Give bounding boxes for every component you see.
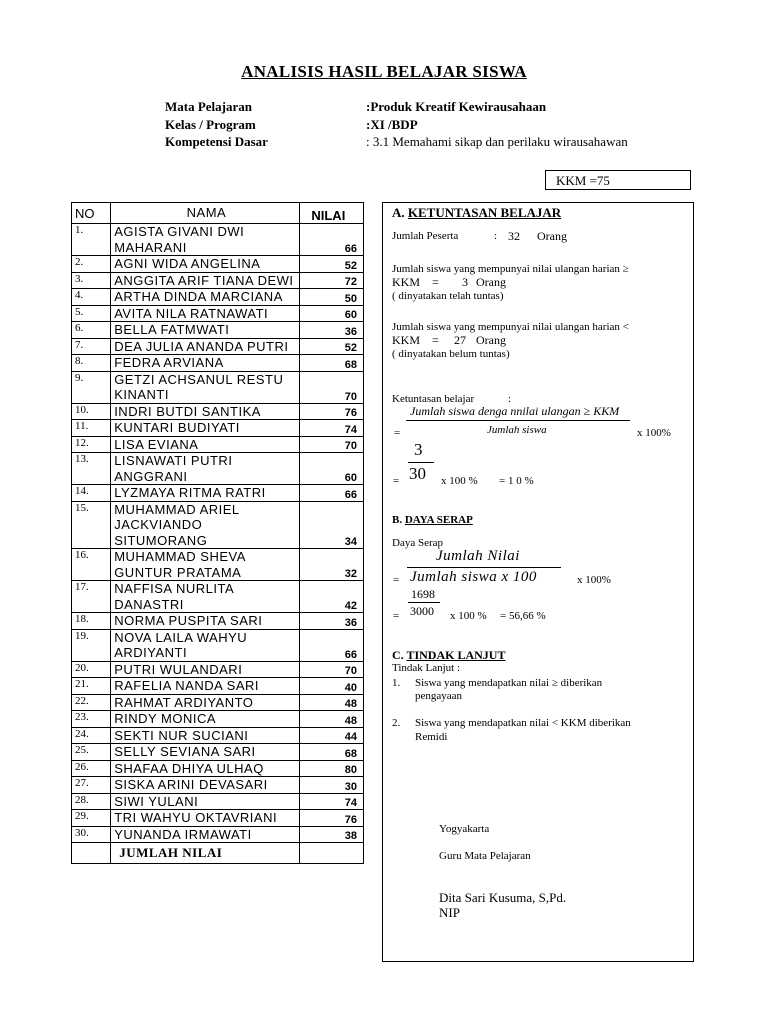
ketuntasan-calc-result: = 1 0 % — [499, 475, 534, 487]
row-no: 25. — [72, 744, 111, 761]
table-row — [72, 256, 364, 273]
section-a-heading — [392, 205, 561, 221]
row-score: 50 — [299, 289, 363, 306]
row-no: 9. — [72, 371, 111, 403]
row-name: AGNI WIDA ANGELINA — [111, 256, 299, 273]
row-no: 7. — [72, 338, 111, 355]
row-no: 18. — [72, 613, 111, 630]
score-table — [71, 202, 364, 864]
row-name: SELLY SEVIANA SARI — [111, 744, 299, 761]
meta-value-subject: :Produk Kreatif Kewirausahaan — [366, 99, 547, 114]
peserta-value: 32 — [508, 229, 520, 243]
ketuntasan-formula-times: x 100% — [637, 427, 671, 439]
belum-count: 27 — [454, 333, 466, 347]
row-score: 32 — [299, 549, 363, 581]
table-row — [72, 485, 364, 502]
ketuntasan-calc-eq: = — [393, 475, 400, 487]
row-name: AVITA NILA RATNAWATI — [111, 305, 299, 322]
row-score: 30 — [299, 777, 363, 794]
row-name: PUTRI WULANDARI — [111, 661, 299, 678]
table-row — [72, 322, 364, 339]
section-c-title: TINDAK LANJUT — [406, 648, 506, 662]
tuntas-note: ( dinyatakan telah tuntas) — [392, 290, 504, 302]
row-name: NOVA LAILA WAHYU ARDIYANTI — [111, 629, 299, 661]
row-no: 13. — [72, 453, 111, 485]
row-score: 36 — [299, 613, 363, 630]
row-name: INDRI BUTDI SANTIKA — [111, 403, 299, 420]
tindak-item-2-line1: Siswa yang mendapatkan nilai < KKM diberikan — [415, 717, 631, 729]
row-name: TRI WAHYU OKTAVRIANI — [111, 810, 299, 827]
row-score: 68 — [299, 744, 363, 761]
meta-label-class: Kelas / Program — [165, 117, 256, 132]
row-no: 22. — [72, 694, 111, 711]
table-row — [72, 661, 364, 678]
daya-calc-bar — [408, 602, 440, 603]
ketuntasan-formula-bar — [406, 420, 630, 421]
signature-role: Guru Mata Pelajaran — [439, 850, 531, 862]
row-name: MUHAMMAD SHEVA GUNTUR PRATAMA — [111, 549, 299, 581]
row-score: 60 — [299, 453, 363, 485]
row-score: 42 — [299, 581, 363, 613]
ketuntasan-label: Ketuntasan belajar — [392, 393, 475, 405]
row-no: 16. — [72, 549, 111, 581]
table-row — [72, 338, 364, 355]
tindak-item-1-num: 1. — [392, 677, 401, 689]
signature-nip: NIP — [439, 905, 460, 920]
row-no: 2. — [72, 256, 111, 273]
row-score: 52 — [299, 338, 363, 355]
row-no: 28. — [72, 793, 111, 810]
table-row — [72, 711, 364, 728]
row-name: LISNAWATI PUTRI ANGGRANI — [111, 453, 299, 485]
table-row — [72, 272, 364, 289]
row-name: SIWI YULANI — [111, 793, 299, 810]
row-name: AGISTA GIVANI DWI MAHARANI — [111, 224, 299, 256]
row-score: 60 — [299, 305, 363, 322]
row-name: DEA JULIA ANANDA PUTRI — [111, 338, 299, 355]
daya-formula-times: x 100% — [577, 574, 611, 586]
row-name: MUHAMMAD ARIEL JACKVIANDO SITUMORANG — [111, 501, 299, 549]
total-row — [72, 843, 364, 864]
row-no: 4. — [72, 289, 111, 306]
header-no: NO — [72, 203, 111, 224]
belum-eq: = — [432, 333, 439, 347]
row-score: 68 — [299, 355, 363, 372]
row-no: 3. — [72, 272, 111, 289]
daya-formula-eq: = — [393, 574, 400, 586]
peserta-unit: Orang — [537, 229, 567, 243]
row-name: RAFELIA NANDA SARI — [111, 678, 299, 695]
table-row — [72, 224, 364, 256]
ketuntasan-calc-times: x 100 % — [441, 475, 478, 487]
table-row — [72, 777, 364, 794]
row-name: SEKTI NUR SUCIANI — [111, 727, 299, 744]
table-row — [72, 810, 364, 827]
row-score: 76 — [299, 403, 363, 420]
row-no: 6. — [72, 322, 111, 339]
peserta-sep: : — [494, 230, 498, 242]
row-score: 74 — [299, 793, 363, 810]
total-no-cell — [72, 843, 111, 864]
belum-note: ( dinyatakan belum tuntas) — [392, 348, 510, 360]
row-no: 8. — [72, 355, 111, 372]
row-name: SHAFAA DHIYA ULHAQ — [111, 760, 299, 777]
meta-value-class: :XI /BDP — [366, 117, 418, 132]
table-row — [72, 613, 364, 630]
table-header-row — [72, 203, 364, 224]
daya-serap-label: Daya Serap — [392, 537, 444, 549]
row-score: 40 — [299, 678, 363, 695]
table-row — [72, 371, 364, 403]
tindak-item-1-line2: pengayaan — [415, 690, 463, 702]
table-row — [72, 793, 364, 810]
daya-formula-denominator: Jumlah siswa x 100 — [410, 569, 537, 585]
table-row — [72, 420, 364, 437]
row-no: 5. — [72, 305, 111, 322]
row-name: NORMA PUSPITA SARI — [111, 613, 299, 630]
meta-label-subject: Mata Pelajaran — [165, 99, 253, 114]
tuntas-line1: Jumlah siswa yang mempunyai nilai ulangan harian ≥ — [392, 263, 629, 275]
belum-line1: Jumlah siswa yang mempunyai nilai ulangan harian < — [392, 321, 629, 333]
row-no: 30. — [72, 826, 111, 843]
row-no: 12. — [72, 436, 111, 453]
daya-calc-result: = 56,66 % — [500, 610, 546, 622]
header-nilai: NILAI — [299, 203, 363, 224]
tindak-item-2-line2: Remidi — [415, 731, 448, 743]
daya-calc-eq: = — [393, 610, 400, 622]
row-no: 27. — [72, 777, 111, 794]
tindak-item-2-num: 2. — [392, 717, 401, 729]
row-score: 36 — [299, 322, 363, 339]
table-row — [72, 289, 364, 306]
ketuntasan-calc-bar — [408, 462, 434, 463]
table-row — [72, 501, 364, 549]
signature-place: Yogyakarta — [439, 823, 490, 835]
table-row — [72, 403, 364, 420]
tindak-item-1-line1: Siswa yang mendapatkan nilai ≥ diberikan — [415, 677, 603, 689]
row-no: 29. — [72, 810, 111, 827]
table-row — [72, 760, 364, 777]
section-a-title: KETUNTASAN BELAJAR — [407, 205, 562, 220]
meta-label-competency: Kompetensi Dasar — [165, 134, 268, 149]
table-row — [72, 305, 364, 322]
row-score: 34 — [299, 501, 363, 549]
row-no: 20. — [72, 661, 111, 678]
ketuntasan-calc-numerator: 3 — [414, 440, 423, 459]
row-no: 15. — [72, 501, 111, 549]
table-row — [72, 453, 364, 485]
row-name: BELLA FATMWATI — [111, 322, 299, 339]
header-nama: NAMA — [111, 203, 299, 224]
table-row — [72, 629, 364, 661]
row-score: 48 — [299, 694, 363, 711]
ketuntasan-formula-eq: = — [394, 427, 401, 439]
row-name: KUNTARI BUDIYATI — [111, 420, 299, 437]
table-row — [72, 678, 364, 695]
row-score: 38 — [299, 826, 363, 843]
peserta-label: Jumlah Peserta — [392, 230, 459, 242]
row-no: 1. — [72, 224, 111, 256]
row-name: ANGGITA ARIF TIANA DEWI — [111, 272, 299, 289]
row-name: FEDRA ARVIANA — [111, 355, 299, 372]
daya-calc-times: x 100 % — [450, 610, 487, 622]
row-name: YUNANDA IRMAWATI — [111, 826, 299, 843]
ketuntasan-formula-denominator: Jumlah siswa — [487, 424, 547, 436]
row-no: 14. — [72, 485, 111, 502]
ketuntasan-sep: : — [508, 393, 512, 405]
row-name: SISKA ARINI DEVASARI — [111, 777, 299, 794]
tindak-lanjut-label: Tindak Lanjut : — [392, 662, 461, 674]
row-name: RAHMAT ARDIYANTO — [111, 694, 299, 711]
ketuntasan-formula-numerator: Jumlah siswa denga nnilai ulangan ≥ KKM — [410, 404, 620, 418]
table-row — [72, 436, 364, 453]
row-score: 66 — [299, 629, 363, 661]
kkm-box: KKM =75 — [545, 170, 691, 190]
total-label: JUMLAH NILAI — [111, 843, 299, 864]
row-score: 48 — [299, 711, 363, 728]
signature-name: Dita Sari Kusuma, S,Pd. — [439, 890, 567, 905]
row-score: 70 — [299, 661, 363, 678]
section-b-title: DAYA SERAP — [404, 514, 473, 526]
row-no: 24. — [72, 727, 111, 744]
row-score: 76 — [299, 810, 363, 827]
row-score: 74 — [299, 420, 363, 437]
row-no: 19. — [72, 629, 111, 661]
row-score: 66 — [299, 485, 363, 502]
row-score: 66 — [299, 224, 363, 256]
row-name: RINDY MONICA — [111, 711, 299, 728]
daya-calc-denominator: 3000 — [410, 604, 434, 618]
row-no: 17. — [72, 581, 111, 613]
daya-formula-numerator: Jumlah Nilai — [436, 548, 520, 564]
tuntas-kkm-label: KKM — [392, 275, 421, 289]
table-row — [72, 581, 364, 613]
total-value — [299, 843, 363, 864]
section-c-letter: C. — [392, 648, 404, 662]
table-row — [72, 826, 364, 843]
row-name: ARTHA DINDA MARCIANA — [111, 289, 299, 306]
daya-calc-numerator: 1698 — [411, 587, 435, 601]
belum-kkm-label: KKM — [392, 333, 421, 347]
row-score: 70 — [299, 371, 363, 403]
meta-value-competency: : 3.1 Memahami sikap dan perilaku wirausahawan — [366, 134, 628, 149]
table-row — [72, 727, 364, 744]
tuntas-unit: Orang — [476, 275, 506, 289]
tuntas-count: 3 — [462, 275, 468, 289]
row-no: 10. — [72, 403, 111, 420]
row-score: 70 — [299, 436, 363, 453]
row-name: LISA EVIANA — [111, 436, 299, 453]
row-no: 26. — [72, 760, 111, 777]
row-no: 21. — [72, 678, 111, 695]
daya-formula-bar — [407, 567, 561, 568]
row-no: 23. — [72, 711, 111, 728]
ketuntasan-calc-denominator: 30 — [409, 464, 426, 483]
table-row — [72, 549, 364, 581]
section-a-letter: A. — [392, 205, 405, 220]
table-row — [72, 744, 364, 761]
table-row — [72, 355, 364, 372]
section-b-heading — [392, 514, 473, 526]
section-c-heading — [392, 648, 505, 663]
row-no: 11. — [72, 420, 111, 437]
tuntas-eq: = — [432, 275, 439, 289]
table-row — [72, 694, 364, 711]
row-score: 72 — [299, 272, 363, 289]
row-score: 44 — [299, 727, 363, 744]
row-score: 52 — [299, 256, 363, 273]
section-b-letter: B. — [392, 514, 403, 526]
belum-unit: Orang — [476, 333, 506, 347]
page-title: ANALISIS HASIL BELAJAR SISWA — [241, 62, 527, 81]
row-name: GETZI ACHSANUL RESTU KINANTI — [111, 371, 299, 403]
row-name: LYZMAYA RITMA RATRI — [111, 485, 299, 502]
row-name: NAFFISA NURLITA DANASTRI — [111, 581, 299, 613]
row-score: 80 — [299, 760, 363, 777]
